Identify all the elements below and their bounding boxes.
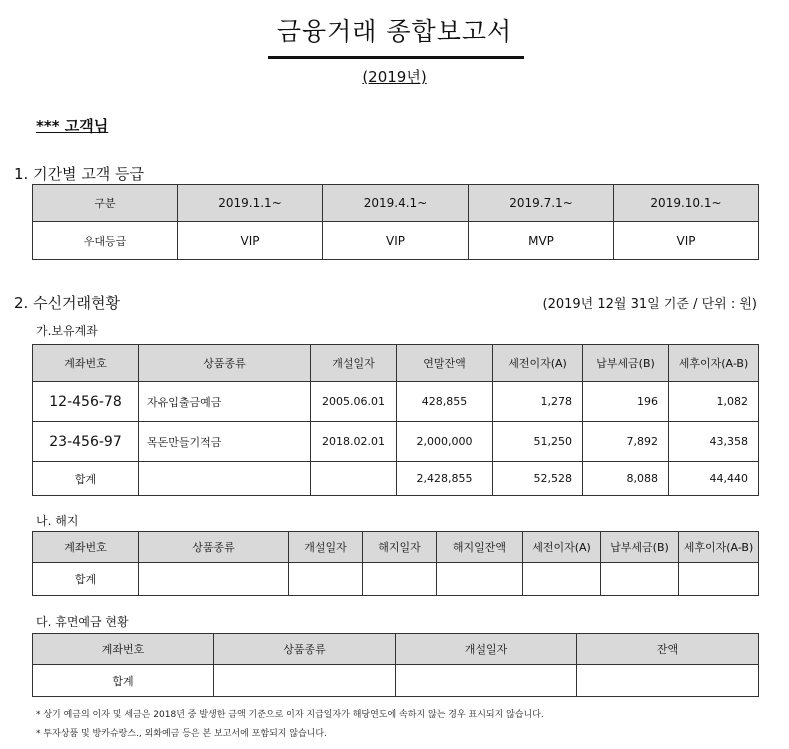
- total-label-cell: 합계: [33, 563, 139, 596]
- empty-cell: [311, 462, 397, 496]
- report-year: (2019년): [362, 68, 427, 86]
- holdings-total-row: [33, 462, 759, 496]
- closed-header-cell: 개설일자: [289, 532, 363, 563]
- customer-name: *** 고객님: [36, 117, 109, 135]
- grade-value-cell: VIP: [614, 222, 759, 260]
- grade-header-cell: 2019.10.1~: [614, 185, 759, 222]
- holdings-header-row: [33, 345, 759, 382]
- net-interest-cell: 43,358: [669, 422, 759, 462]
- account-number-cell: 23-456-97: [33, 422, 139, 462]
- interest-cell: 51,250: [493, 422, 583, 462]
- section-2-heading: 2. 수신거래현황: [14, 294, 121, 312]
- grade-value-row: [33, 222, 759, 260]
- balance-cell: 2,000,000: [397, 422, 493, 462]
- closed-heading: 나. 해지: [36, 514, 79, 528]
- closed-header-cell: 납부세금(B): [601, 532, 679, 563]
- empty-cell: [289, 563, 363, 596]
- empty-cell: [437, 563, 523, 596]
- account-number-cell: 12-456-78: [33, 382, 139, 422]
- total-label-cell: 합계: [33, 665, 214, 697]
- empty-cell: [523, 563, 601, 596]
- tax-cell: 196: [583, 382, 669, 422]
- grade-header-cell: 2019.7.1~: [469, 185, 614, 222]
- grade-value-cell: MVP: [469, 222, 614, 260]
- footnote-interest: * 상기 예금의 이자 및 세금은 2018년 중 발생한 금액 기준으로 이자 지급일자가 해당연도에 속하지 않는 경우 표시되지 않습니다.: [36, 710, 544, 720]
- grade-header-cell: 2019.1.1~: [178, 185, 323, 222]
- report-title: 금융거래 종합보고서: [276, 17, 513, 46]
- closed-header-cell: 세후이자(A-B): [679, 532, 759, 563]
- holdings-table: [32, 344, 759, 496]
- open-date-cell: 2018.02.01: [311, 422, 397, 462]
- grade-header-cell: 2019.4.1~: [323, 185, 469, 222]
- closed-header-cell: 상품종류: [139, 532, 289, 563]
- product-cell: 목돈만들기적금: [139, 422, 311, 462]
- table-row: [33, 382, 759, 422]
- dormant-header-row: [33, 634, 759, 665]
- open-date-cell: 2005.06.01: [311, 382, 397, 422]
- footnote-exclusions: * 투자상품 및 방카슈랑스., 외화예금 등은 본 보고서에 포함되지 않습니다.: [36, 729, 327, 739]
- holdings-header-cell: 연말잔액: [397, 345, 493, 382]
- empty-cell: [601, 563, 679, 596]
- dormant-header-cell: 계좌번호: [33, 634, 214, 665]
- interest-cell: 1,278: [493, 382, 583, 422]
- tax-cell: 7,892: [583, 422, 669, 462]
- basis-note: (2019년 12월 31일 기준 / 단위 : 원): [542, 297, 757, 312]
- dormant-header-cell: 잔액: [577, 634, 759, 665]
- grade-label-cell: 우대등급: [33, 222, 178, 260]
- empty-cell: [139, 563, 289, 596]
- closed-header-cell: 해지일자: [363, 532, 437, 563]
- total-net-interest-cell: 44,440: [669, 462, 759, 496]
- closed-header-cell: 세전이자(A): [523, 532, 601, 563]
- closed-header-cell: 해지일잔액: [437, 532, 523, 563]
- holdings-heading: 가.보유계좌: [36, 324, 98, 338]
- table-row: [33, 422, 759, 462]
- closed-total-row: [33, 563, 759, 596]
- empty-cell: [396, 665, 577, 697]
- title-underline: [268, 56, 524, 59]
- empty-cell: [577, 665, 759, 697]
- holdings-header-cell: 세전이자(A): [493, 345, 583, 382]
- net-interest-cell: 1,082: [669, 382, 759, 422]
- grade-header-cell: 구분: [33, 185, 178, 222]
- dormant-header-cell: 개설일자: [396, 634, 577, 665]
- grade-value-cell: VIP: [178, 222, 323, 260]
- product-cell: 자유입출금예금: [139, 382, 311, 422]
- total-balance-cell: 2,428,855: [397, 462, 493, 496]
- empty-cell: [363, 563, 437, 596]
- dormant-header-cell: 상품종류: [214, 634, 396, 665]
- holdings-header-cell: 상품종류: [139, 345, 311, 382]
- total-label-cell: 합계: [33, 462, 139, 496]
- balance-cell: 428,855: [397, 382, 493, 422]
- grade-value-cell: VIP: [323, 222, 469, 260]
- empty-cell: [679, 563, 759, 596]
- total-tax-cell: 8,088: [583, 462, 669, 496]
- closed-accounts-table: [32, 531, 759, 596]
- holdings-header-cell: 세후이자(A-B): [669, 345, 759, 382]
- empty-cell: [139, 462, 311, 496]
- holdings-header-cell: 납부세금(B): [583, 345, 669, 382]
- section-1-heading: 1. 기간별 고객 등급: [14, 165, 145, 183]
- dormant-deposits-table: [32, 633, 759, 697]
- empty-cell: [214, 665, 396, 697]
- closed-header-row: [33, 532, 759, 563]
- dormant-heading: 다. 휴면예금 현황: [36, 615, 129, 629]
- holdings-header-cell: 개설일자: [311, 345, 397, 382]
- customer-grade-table: [32, 184, 759, 260]
- holdings-header-cell: 계좌번호: [33, 345, 139, 382]
- total-interest-cell: 52,528: [493, 462, 583, 496]
- closed-header-cell: 계좌번호: [33, 532, 139, 563]
- dormant-total-row: [33, 665, 759, 697]
- grade-header-row: [33, 185, 759, 222]
